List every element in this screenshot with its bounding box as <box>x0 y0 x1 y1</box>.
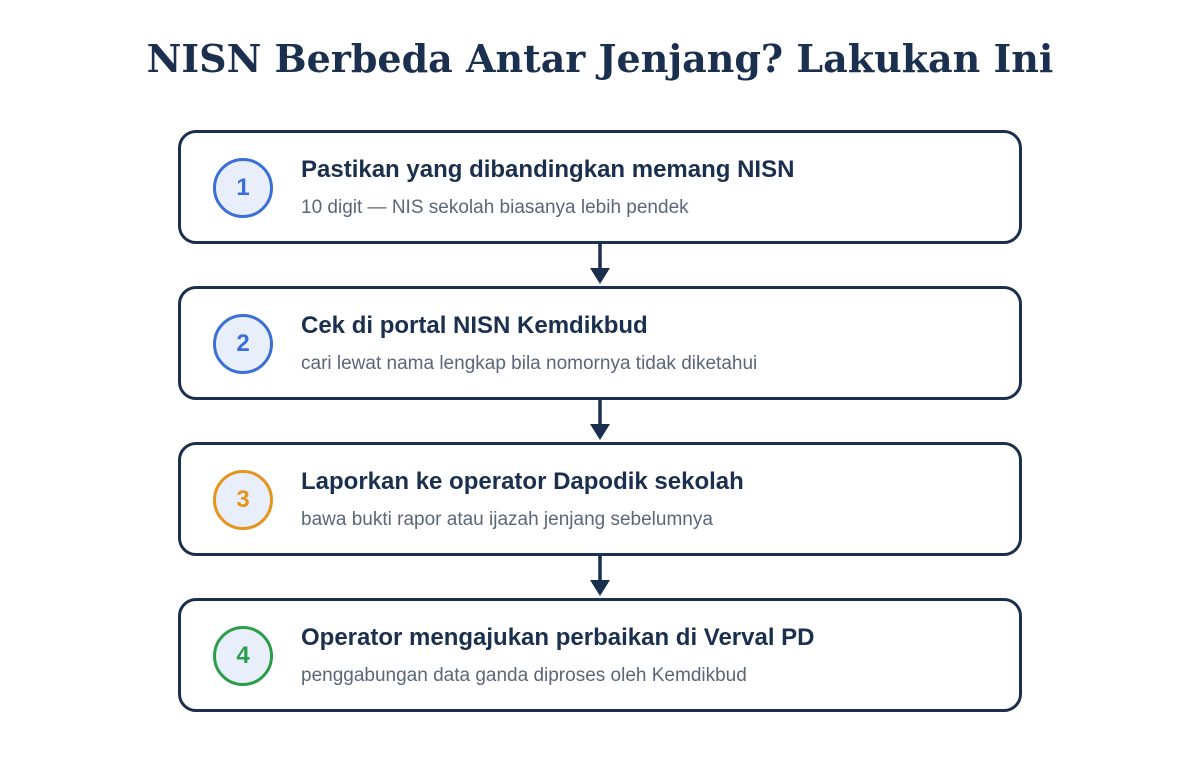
step-number-badge: 3 <box>213 470 273 530</box>
connector-arrow <box>178 400 1022 442</box>
step-title: Pastikan yang dibandingkan memang NISN <box>301 156 795 183</box>
step-card-4 <box>178 598 1022 712</box>
arrow-down-icon <box>588 400 612 442</box>
arrow-down-icon <box>588 244 612 286</box>
step-card-2 <box>178 286 1022 400</box>
step-title: Operator mengajukan perbaikan di Verval PD <box>301 624 815 651</box>
step-title: Cek di portal NISN Kemdikbud <box>301 312 648 339</box>
step-card-3 <box>178 442 1022 556</box>
connector-arrow <box>178 556 1022 598</box>
steps-flow <box>178 130 1022 712</box>
step-number-badge: 4 <box>213 626 273 686</box>
arrow-down-icon <box>588 556 612 598</box>
step-number-badge: 2 <box>213 314 273 374</box>
step-description: cari lewat nama lengkap bila nomornya tidak diketahui <box>301 353 758 374</box>
step-card-1 <box>178 130 1022 244</box>
step-description: 10 digit — NIS sekolah biasanya lebih pendek <box>301 197 689 218</box>
connector-arrow <box>178 244 1022 286</box>
step-title: Laporkan ke operator Dapodik sekolah <box>301 468 744 495</box>
step-number-badge: 1 <box>213 158 273 218</box>
page-title: NISN Berbeda Antar Jenjang? Lakukan Ini <box>146 36 1054 81</box>
step-description: penggabungan data ganda diproses oleh Kemdikbud <box>301 665 747 686</box>
step-description: bawa bukti rapor atau ijazah jenjang sebelumnya <box>301 509 713 530</box>
